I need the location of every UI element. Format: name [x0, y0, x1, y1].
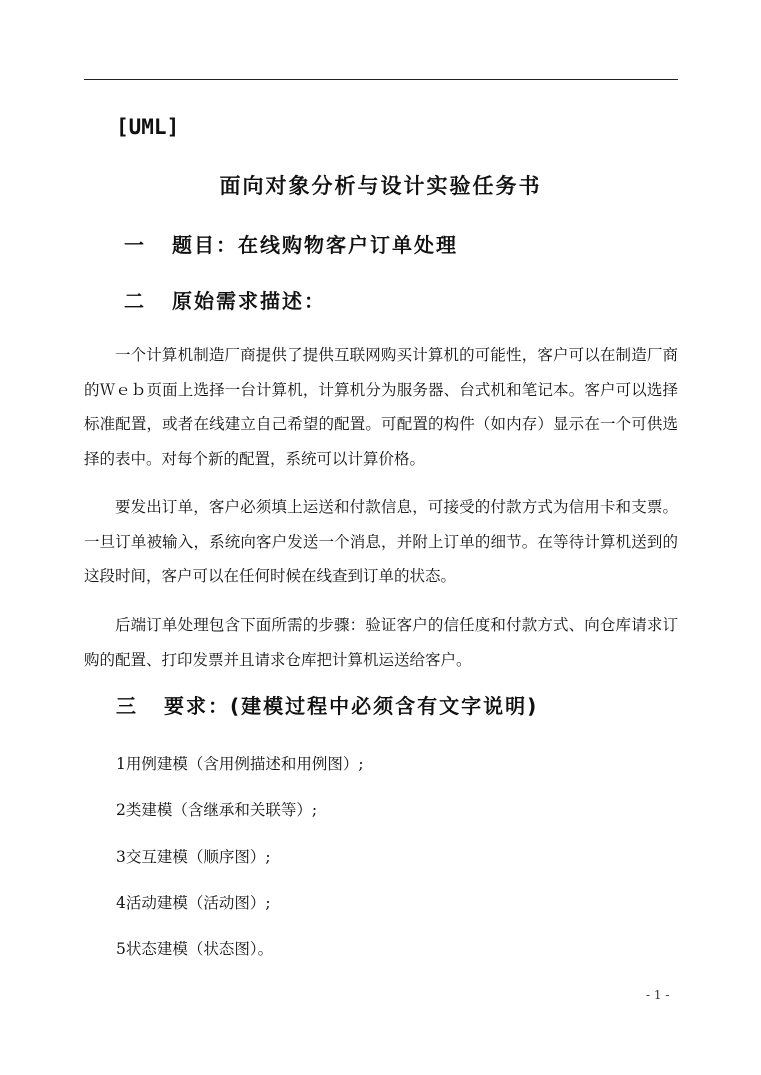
section-number: 一	[124, 233, 146, 257]
requirement-item: 3交互建模（顺序图）;	[116, 848, 271, 866]
requirement-item: 1用例建模（含用例描述和用例图）;	[116, 755, 364, 773]
section-heading-text: 原始需求描述：	[172, 289, 326, 313]
requirement-item: 2类建模（含继承和关联等）;	[116, 801, 318, 819]
paragraph-order-placement: 要发出订单，客户必须填上运送和付款信息，可接受的付款方式为信用卡和支票。一旦订单被输入，系统向客户发送一个消息，并附上订单的细节。在等待计算机送到的这段时间，客户可以在任何时候在线查到订单的状态。	[84, 498, 678, 586]
section-heading-text: 题目：在线购物客户订单处理	[172, 233, 458, 257]
section-number: 二	[124, 289, 146, 313]
section-heading-requirements-description	[124, 285, 326, 314]
paragraph-backend-processing: 后端订单处理包含下面所需的步骤：验证客户的信任度和付款方式、向仓库请求订购的配置、打印发票并且请求仓库把计算机运送给客户。	[84, 616, 678, 669]
document-tag: [UML]	[116, 115, 180, 139]
page-number: - 1 -	[646, 988, 670, 1002]
section-heading-topic	[124, 229, 458, 258]
requirement-item: 4活动建模（活动图）;	[116, 894, 271, 912]
document-title: 面向对象分析与设计实验任务书	[219, 174, 542, 198]
section-heading-text: 要求：(建模过程中必须含有文字说明)	[164, 694, 539, 718]
paragraph-system-overview: 一个计算机制造厂商提供了提供互联网购买计算机的可能性，客户可以在制造厂商的Ｗｅｂ页面上选择一台计算机，计算机分为服务器、台式机和笔记本。客户可以选择标准配置，或者在线建立自己希望的配置。可配置的构件（如内存）显示在一个可供选择的表中。对每个新的配置，系统可以计算价格。	[84, 346, 678, 469]
section-heading-deliverables	[116, 690, 538, 719]
section-number: 三	[116, 694, 138, 718]
requirement-item: 5状态建模（状态图）。	[116, 940, 274, 958]
header-rule	[84, 79, 678, 80]
